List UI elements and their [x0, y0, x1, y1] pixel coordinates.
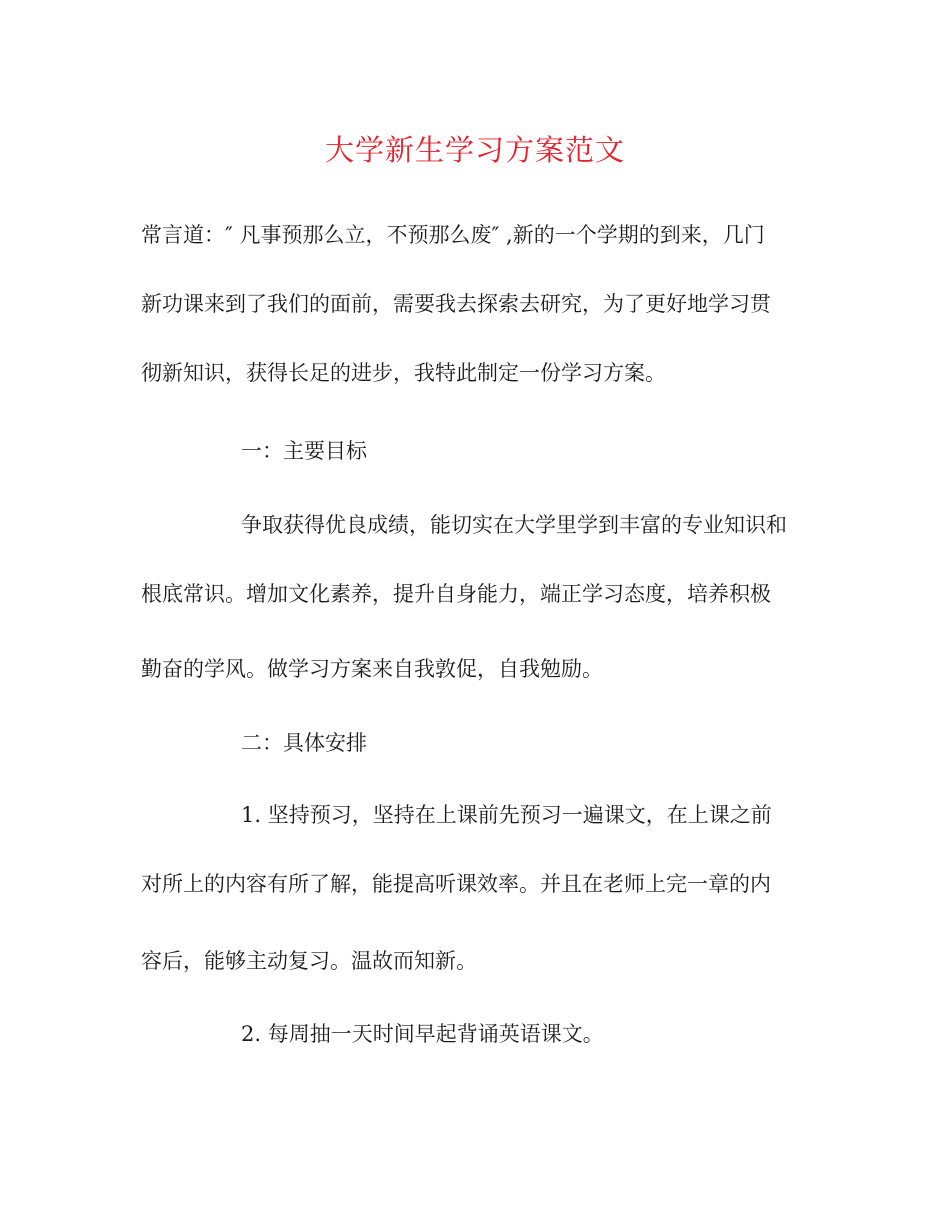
paragraph-line: 容后，能够主动复习。温故而知新。	[141, 949, 477, 973]
paragraph-line: 彻新知识，获得长足的进步，我特此制定一份学习方案。	[141, 361, 666, 385]
list-item-line: 2. 每周抽一天时间早起背诵英语课文。	[241, 1022, 604, 1046]
paragraph-line: 勤奋的学风。做学习方案来自我敦促，自我勉励。	[141, 657, 603, 681]
paragraph-line: 对所上的内容有所了解，能提高听课效率。并且在老师上完一章的内	[141, 872, 771, 896]
section-heading: 二：具体安排	[241, 731, 367, 755]
list-item-line: 1. 坚持预习，坚持在上课前先预习一遍课文，在上课之前	[241, 803, 772, 827]
paragraph-line: 常言道：″ 凡事预那么立，不预那么废″ ,新的一个学期的到来，几门	[141, 223, 765, 247]
section-heading: 一：主要目标	[241, 439, 367, 463]
document-title: 大学新生学习方案范文	[324, 133, 625, 167]
paragraph-line: 新功课来到了我们的面前，需要我去探索去研究，为了更好地学习贯	[141, 292, 771, 316]
paragraph-line: 根底常识。增加文化素养，提升自身能力，端正学习态度，培养积极	[141, 582, 771, 606]
paragraph-line: 争取获得优良成绩，能切实在大学里学到丰富的专业知识和	[241, 513, 787, 537]
